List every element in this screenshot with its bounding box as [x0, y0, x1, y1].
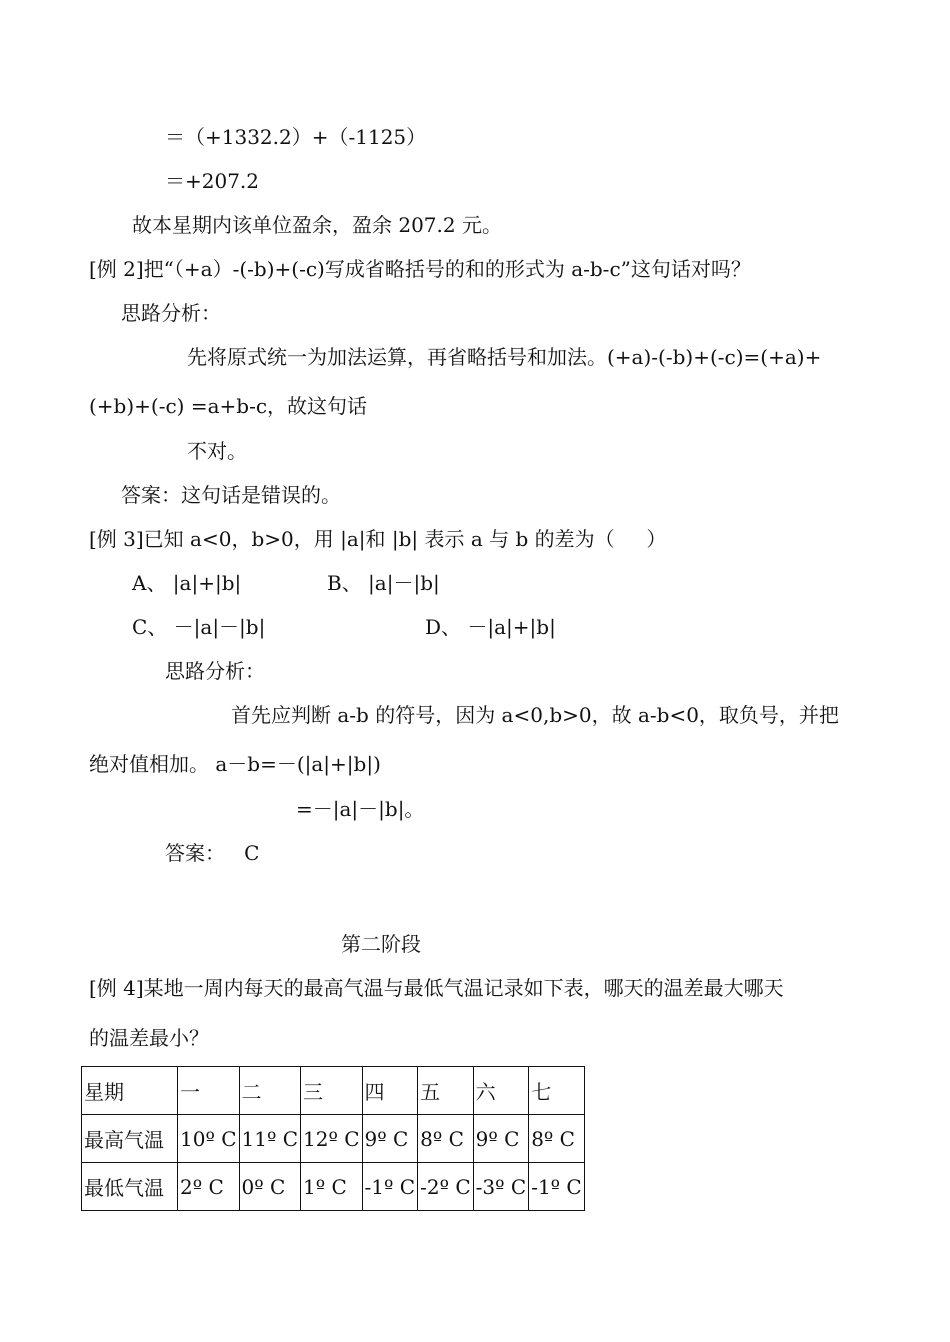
- table-row-high: [82, 1115, 585, 1163]
- table-cell: 2º C: [178, 1163, 240, 1211]
- table-cell: 二: [239, 1067, 301, 1115]
- analysis-label-2: 思路分析：: [165, 659, 265, 683]
- option-d: D、 －|a|+|b|: [425, 615, 556, 639]
- table-cell: 10º C: [178, 1115, 240, 1163]
- option-c: C、 －|a|－|b|: [132, 615, 266, 639]
- table-cell: -3º C: [473, 1163, 529, 1211]
- analysis-text-6: =－|a|－|b|。: [296, 797, 425, 821]
- analysis-text-1: 先将原式统一为加法运算，再省略括号和加法。(+a)-(-b)+(-c)=(+a)+: [187, 345, 822, 369]
- analysis-text-5: 绝对值相加。 a－b=－(|a|+|b|): [89, 752, 381, 776]
- analysis-text-3: 不对。: [187, 439, 247, 463]
- table-cell: 六: [473, 1067, 529, 1115]
- analysis-text-2: (+b)+(-c) =a+b-c，故这句话: [89, 394, 368, 418]
- table-cell: 1º C: [301, 1163, 363, 1211]
- table-cell: 0º C: [239, 1163, 301, 1211]
- table-cell: -2º C: [418, 1163, 474, 1211]
- table-row-weekday: [82, 1067, 585, 1115]
- table-cell: 12º C: [301, 1115, 363, 1163]
- analysis-label-1: 思路分析：: [121, 301, 221, 325]
- table-cell: 11º C: [239, 1115, 301, 1163]
- table-cell: 星期: [82, 1067, 178, 1115]
- equation-line-2: ＝+207.2: [165, 169, 260, 193]
- equation-line-1: ＝（+1332.2）+（-1125）: [165, 125, 427, 149]
- analysis-text-4: 首先应判断 a-b 的符号，因为 a<0,b>0，故 a-b<0，取负号，并把: [231, 703, 839, 727]
- answer-example-2: 答案：这句话是错误的。: [121, 483, 341, 507]
- table-cell: 三: [301, 1067, 363, 1115]
- table-cell: 一: [178, 1067, 240, 1115]
- option-b: B、 |a|－|b|: [327, 571, 440, 595]
- example-3-question: [例 3]已知 a<0，b>0，用 |a|和 |b| 表示 a 与 b 的差为（ ）: [89, 527, 667, 551]
- temperature-table: [81, 1066, 585, 1211]
- table-cell: 9º C: [473, 1115, 529, 1163]
- example-4-question: [例 4]某地一周内每天的最高气温与最低气温记录如下表，哪天的温差最大哪天: [89, 976, 784, 1000]
- table-cell: 最高气温: [82, 1115, 178, 1163]
- table-cell: -1º C: [529, 1163, 585, 1211]
- example-4-question-cont: 的温差最小？: [89, 1026, 209, 1050]
- table-cell: 五: [418, 1067, 474, 1115]
- table-cell: 8º C: [529, 1115, 585, 1163]
- example-2-question: [例 2]把“（+a）-(-b)+(-c)写成省略括号的和的形式为 a-b-c”这句话对吗？: [89, 257, 751, 281]
- table-cell: 四: [362, 1067, 418, 1115]
- table-cell: 8º C: [418, 1115, 474, 1163]
- table-cell: 9º C: [362, 1115, 418, 1163]
- table-cell: 七: [529, 1067, 585, 1115]
- table-row-low: [82, 1163, 585, 1211]
- option-a: A、 |a|+|b|: [132, 571, 242, 595]
- table-cell: -1º C: [362, 1163, 418, 1211]
- table-cell: 最低气温: [82, 1163, 178, 1211]
- section-heading: 第二阶段: [341, 932, 421, 956]
- conclusion-line: 故本星期内该单位盈余，盈余 207.2 元。: [132, 213, 502, 237]
- answer-example-3: 答案： C: [165, 841, 260, 865]
